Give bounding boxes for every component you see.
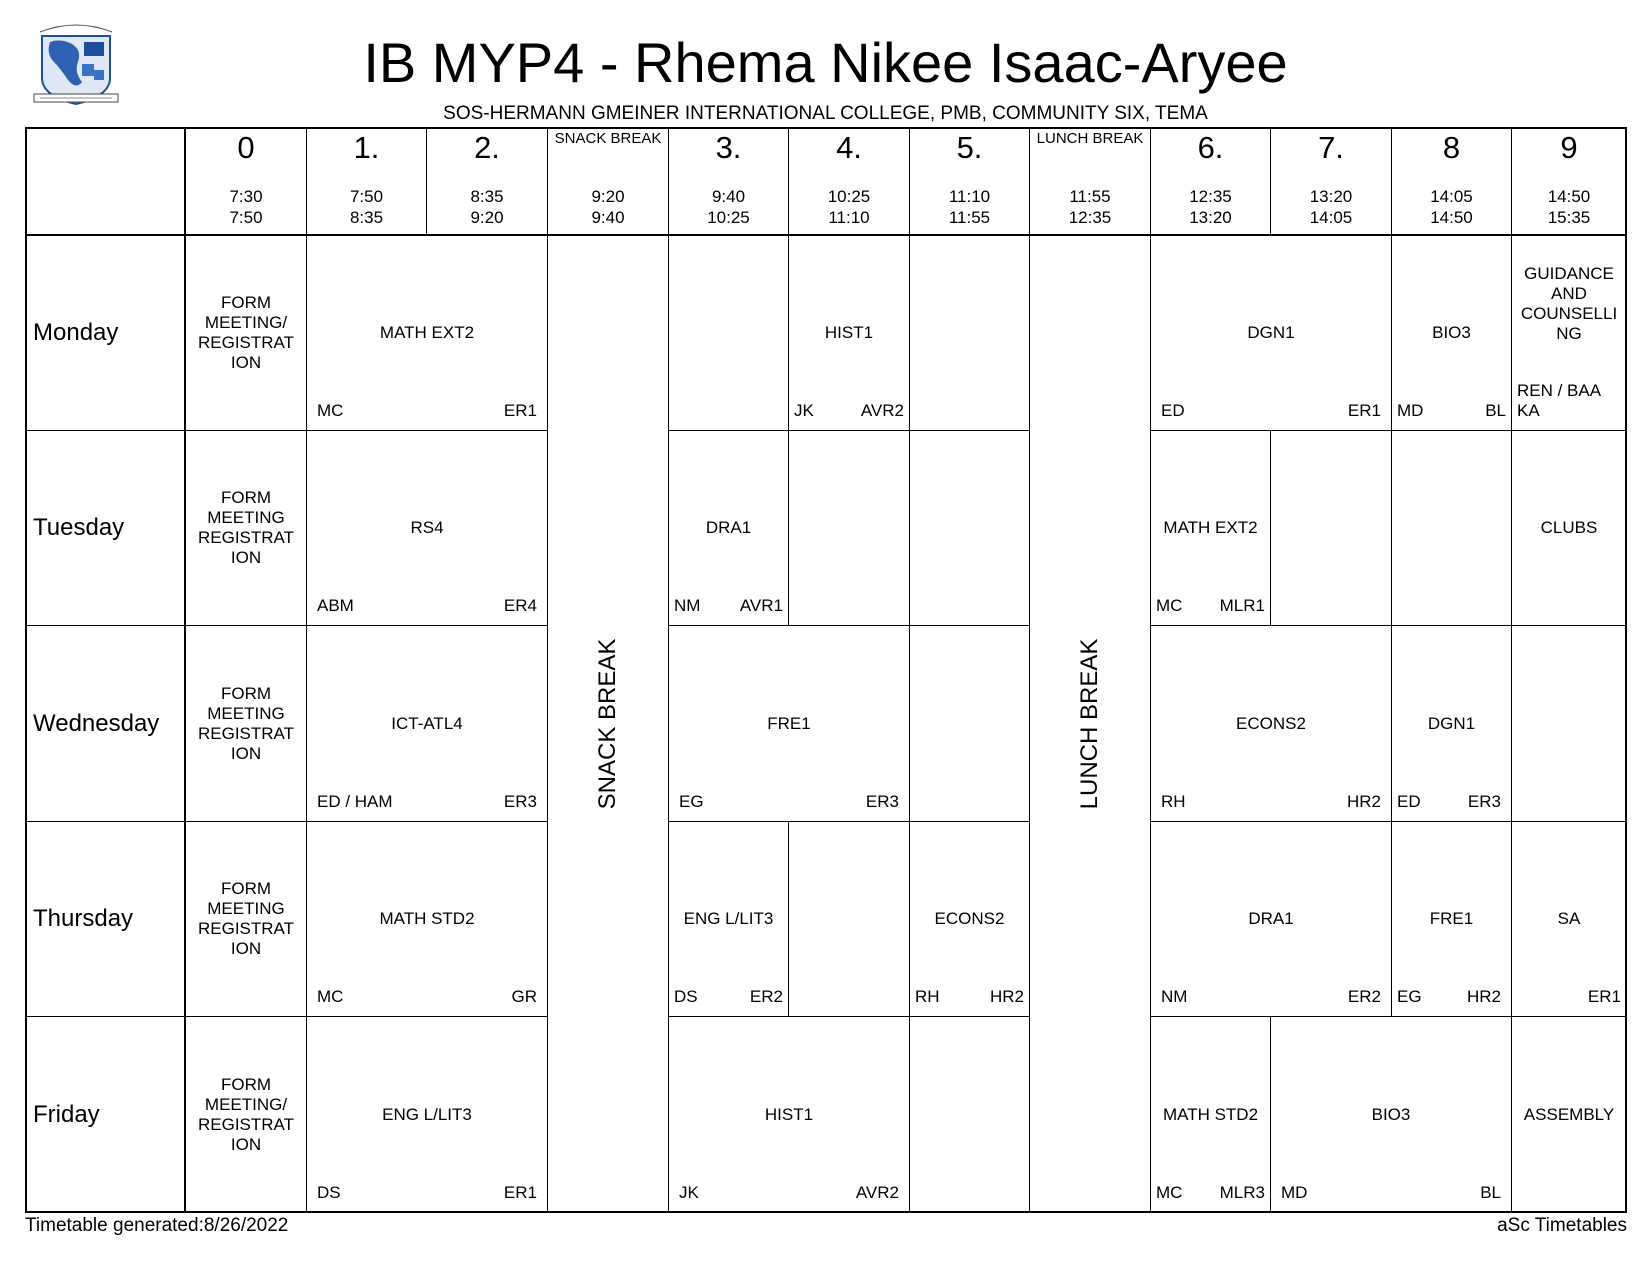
lesson-cell[interactable]: ENG L/LIT3 DS ER2 <box>669 822 789 1017</box>
period-number: SNACK BREAK <box>554 130 662 147</box>
software-credit: aSc Timetables <box>1497 1215 1627 1236</box>
lesson-cell[interactable]: ECONS2 RH HR2 <box>1151 626 1392 822</box>
period-time: 11:10 11:55 <box>948 187 991 227</box>
lesson-cell[interactable]: HIST1 JK AVR2 <box>669 1017 910 1213</box>
period-time: 14:50 15:35 <box>1547 187 1591 227</box>
period-time: 14:05 14:50 <box>1430 187 1473 227</box>
lesson-cell[interactable]: ENG L/LIT3 DS ER1 <box>307 1017 548 1213</box>
lesson-cell[interactable]: BIO3 MD BL <box>1271 1017 1512 1213</box>
header-divider <box>25 234 1627 236</box>
day-label: Friday <box>25 1017 186 1213</box>
lesson-cell[interactable]: RS4 ABM ER4 <box>307 431 548 626</box>
period-header <box>910 127 1030 236</box>
period-header <box>1271 127 1392 236</box>
lesson-cell[interactable]: FRE1 EG ER3 <box>669 626 910 822</box>
period-header <box>1030 127 1151 236</box>
timetable-grid <box>25 127 1627 1213</box>
period-header <box>789 127 910 236</box>
empty-cell <box>910 1017 1030 1213</box>
period-time: 9:40 10:25 <box>707 187 750 227</box>
lesson-cell[interactable]: MATH STD2 MC MLR3 <box>1151 1017 1271 1213</box>
lesson-cell[interactable]: SA ER1 <box>1512 822 1627 1017</box>
day-label: Monday <box>25 236 186 431</box>
period-header <box>1151 127 1271 236</box>
lesson-cell[interactable]: DRA1 NM AVR1 <box>669 431 789 626</box>
period-number: 1. <box>353 130 380 165</box>
day-label: Thursday <box>25 822 186 1017</box>
empty-cell <box>1392 431 1512 626</box>
period-time: 11:55 12:35 <box>1068 187 1112 227</box>
generated-date: Timetable generated:8/26/2022 <box>25 1215 289 1236</box>
period-number: 0 <box>237 130 255 165</box>
lesson-cell[interactable]: FORM MEETING REGISTRAT ION <box>186 626 307 822</box>
lesson-cell[interactable]: DRA1 NM ER2 <box>1151 822 1392 1017</box>
empty-cell <box>1271 431 1392 626</box>
period-number: LUNCH BREAK <box>1036 130 1144 147</box>
lesson-cell[interactable]: CLUBS <box>1512 431 1627 626</box>
period-header <box>186 127 307 236</box>
period-header <box>1512 127 1627 236</box>
lesson-cell[interactable]: MATH EXT2 MC ER1 <box>307 236 548 431</box>
lesson-cell[interactable]: ASSEMBLY <box>1512 1017 1627 1213</box>
lesson-cell[interactable]: DGN1 ED ER1 <box>1151 236 1392 431</box>
period-time: 9:20 9:40 <box>591 187 625 227</box>
empty-cell <box>910 626 1030 822</box>
period-time: 7:50 8:35 <box>349 187 384 227</box>
empty-cell <box>669 236 789 431</box>
empty-cell <box>1512 626 1627 822</box>
period-number: 4. <box>836 130 862 165</box>
lunch-break-column: LUNCH BREAK <box>1030 236 1151 1213</box>
lesson-cell[interactable]: GUIDANCE AND COUNSELLI NG REN / BAA KA <box>1512 236 1627 431</box>
lesson-cell[interactable]: DGN1 ED ER3 <box>1392 626 1512 822</box>
period-number: 8 <box>1442 130 1461 165</box>
lesson-cell[interactable]: MATH STD2 MC GR <box>307 822 548 1017</box>
lesson-cell[interactable]: FORM MEETING REGISTRAT ION <box>186 431 307 626</box>
empty-cell <box>910 236 1030 431</box>
period-time: 13:20 14:05 <box>1309 187 1353 227</box>
empty-cell <box>910 431 1030 626</box>
lesson-cell[interactable]: HIST1 JK AVR2 <box>789 236 910 431</box>
period-time: 7:30 7:50 <box>229 187 263 227</box>
snack-break-column: SNACK BREAK <box>548 236 669 1213</box>
period-time: 10:25 11:10 <box>827 187 871 227</box>
empty-cell <box>789 431 910 626</box>
lesson-cell[interactable]: FORM MEETING REGISTRAT ION <box>186 822 307 1017</box>
period-time: 12:35 13:20 <box>1189 187 1232 227</box>
day-label: Tuesday <box>25 431 186 626</box>
period-header <box>1392 127 1512 236</box>
corner-cell <box>25 127 186 236</box>
period-time: 8:35 9:20 <box>470 187 504 227</box>
period-header <box>427 127 548 236</box>
period-number: 9 <box>1560 130 1578 165</box>
empty-cell <box>789 822 910 1017</box>
period-number: 3. <box>715 130 742 165</box>
page-title: IB MYP4 - Rhema Nikee Isaac-Aryee <box>363 31 1288 94</box>
lesson-cell[interactable]: BIO3 MD BL <box>1392 236 1512 431</box>
lesson-cell[interactable]: FRE1 EG HR2 <box>1392 822 1512 1017</box>
lesson-cell[interactable]: FORM MEETING/ REGISTRAT ION <box>186 1017 307 1213</box>
day-column-divider <box>184 127 186 1213</box>
period-header <box>307 127 427 236</box>
day-label: Wednesday <box>25 626 186 822</box>
school-name: SOS-HERMANN GMEINER INTERNATIONAL COLLEGE, PMB, COMMUNITY SIX, TEMA <box>443 103 1208 124</box>
period-number: 6. <box>1197 130 1224 165</box>
lesson-cell[interactable]: MATH EXT2 MC MLR1 <box>1151 431 1271 626</box>
lesson-cell[interactable]: ECONS2 RH HR2 <box>910 822 1030 1017</box>
period-header <box>669 127 789 236</box>
lesson-cell[interactable]: FORM MEETING/ REGISTRAT ION <box>186 236 307 431</box>
period-number: 2. <box>474 130 500 165</box>
period-number: 5. <box>956 130 983 165</box>
period-header <box>548 127 669 236</box>
lesson-cell[interactable]: ICT-ATL4 ED / HAM ER3 <box>307 626 548 822</box>
period-number: 7. <box>1318 130 1344 165</box>
